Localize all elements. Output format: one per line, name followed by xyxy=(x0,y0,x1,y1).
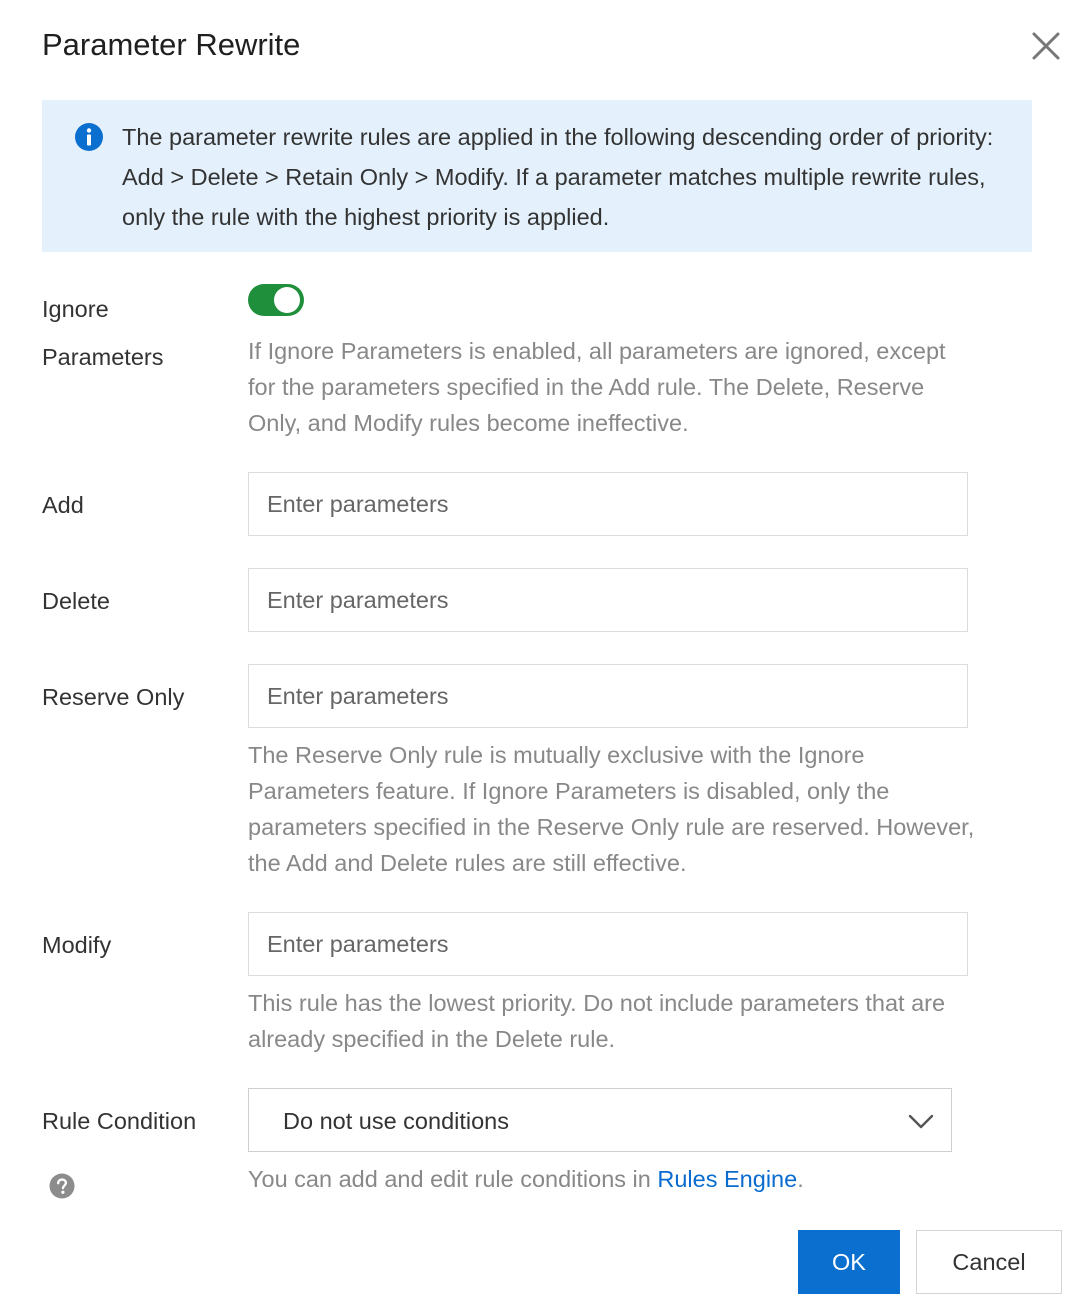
chevron-down-icon xyxy=(907,1107,935,1135)
rule-condition-help-prefix: You can add and edit rule conditions in xyxy=(248,1166,658,1192)
rule-condition-label: Rule Condition xyxy=(42,1108,197,1134)
notice-text: The parameter rewrite rules are applied in the following descending order of priority: Add > Delete > Retain Only > Modify. If a parameter matches multiple rewrite rules, only the rule with the highest priority is applied. xyxy=(122,124,994,230)
rule-condition-help xyxy=(248,1161,978,1197)
ok-button[interactable]: OK xyxy=(798,1230,900,1294)
rule-condition-select[interactable] xyxy=(248,1088,952,1152)
rule-condition-help-suffix: . xyxy=(797,1166,804,1192)
add-input[interactable] xyxy=(248,472,968,536)
dialog-title: Parameter Rewrite xyxy=(42,27,301,62)
rule-condition-selected: Do not use conditions xyxy=(283,1108,510,1134)
ignore-parameters-label-line2: Parameters xyxy=(42,344,164,370)
delete-input[interactable] xyxy=(248,568,968,632)
toggle-knob xyxy=(274,287,300,313)
add-label: Add xyxy=(42,492,84,518)
modify-input[interactable] xyxy=(248,912,968,976)
info-icon xyxy=(74,122,104,152)
reserve-only-help: The Reserve Only rule is mutually exclusive with the Ignore Parameters feature. If Ignore Parameters is disabled, only the parameters specified in the Reserve Only rule are reserved. However, the Add and Delete rules are still effective. xyxy=(248,742,975,876)
rules-engine-link[interactable]: Rules Engine xyxy=(657,1166,798,1192)
modify-help: This rule has the lowest priority. Do not include parameters that are already specified in the Delete rule. xyxy=(248,990,946,1052)
ignore-parameters-label-line1: Ignore xyxy=(42,296,109,322)
reserve-only-input[interactable] xyxy=(248,664,968,728)
priority-notice xyxy=(42,100,1032,252)
close-icon xyxy=(1024,24,1068,68)
reserve-only-label: Reserve Only xyxy=(42,684,185,710)
modify-label: Modify xyxy=(42,932,112,958)
question-circle-icon[interactable] xyxy=(49,1173,75,1199)
delete-label: Delete xyxy=(42,588,110,614)
close-button[interactable] xyxy=(1024,24,1068,68)
ignore-parameters-help: If Ignore Parameters is enabled, all parameters are ignored, except for the parameters specified in the Add rule. The Delete, Reserve Only, and Modify rules become ineffective. xyxy=(248,338,946,436)
ignore-parameters-toggle[interactable] xyxy=(248,284,304,316)
cancel-button[interactable]: Cancel xyxy=(916,1230,1062,1294)
